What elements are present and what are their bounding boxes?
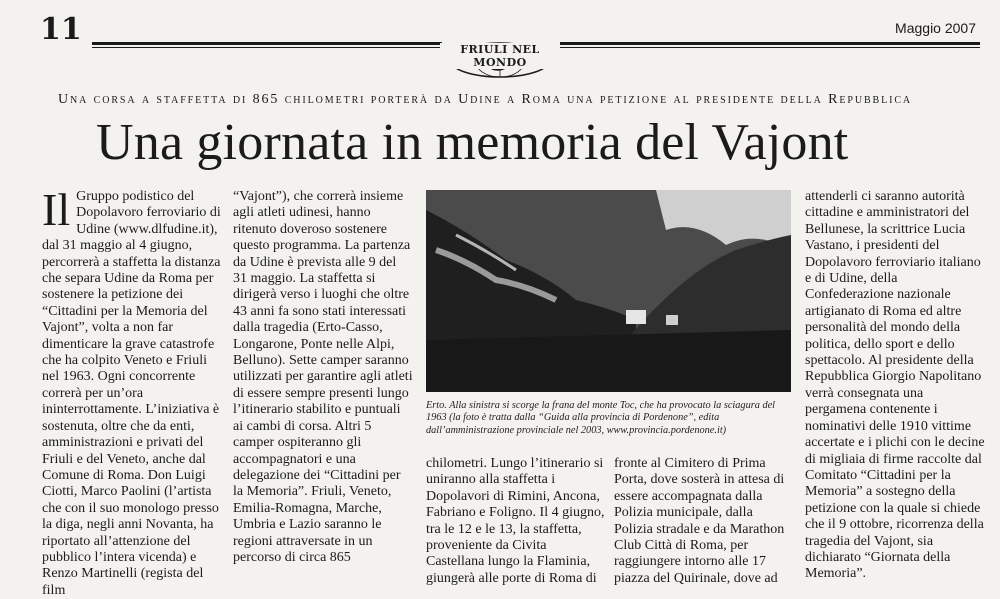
header-rule-left-thin [92,47,442,48]
page-number: 11 [40,12,82,47]
header-rule-right [560,42,980,45]
article-column-1 [42,184,222,599]
column-5-text: attenderli ci saranno autorità cittadine e amministratori del Bellunese, la scrittrice Lucia Vastano, i presidenti del Dopolavoro ferroviario italiano e di Udine, della Confederazione nazionale artigianato di Roma ed altre personalità del mondo della politica, dello sport e dello spettacolo. Al presidente della Repubblica Giorgio Napolitano verrà consegnata una pergamena contenente i nominativi delle 1910 vittime accertate e i plichi con le decine di migliaia di firme raccolte dal Comitato “Cittadini per la Memoria” a sostegno della petizione con la quale si chiede che il 9 ottobre, ricorrenza della tragedia del Vajont, sia dichiarato “Giornata della Memoria”. [805,189,985,582]
article-column-2 [233,189,413,566]
column-1-text: Gruppo podistico del Dopolavoro ferroviario di Udine (www.dlfudine.it), dal 31 maggio al 4 giugno, percorrerà a staffetta la distanza che separa Udine da Roma per sostenere la petizione dei “Cittadini per la Memoria del Vajont”, volta a non far dimenticare la grave catastrofe che ha colpito Veneto e Friuli nel 1963. Ogni concorrente correrà per un’ora ininterrottamente. L’iniziativa è sostenuta, oltre che da enti, amministrazioni e privati del Friuli e del Veneto, anche dal Comune di Roma. Don Luigi Ciotti, Marco Paolini (l’artista che con il suo monologo presso la diga, negli anni Novanta, ha riportato all’attenzione del pubblico l’intera vicenda) e Renzo Martinelli (regista del film [42,189,221,598]
drop-cap: Il [42,184,71,235]
column-4-text: fronte al Cimitero di Prima Porta, dove sosterà in attesa di essere accompagnata dalla Polizia municipale, dalla Polizia stradale e da Marathon Club Città di Roma, per raggiungere intorno alle 17 piazza del Quirinale, dove ad [614,456,785,586]
masthead-logo [440,38,560,78]
masthead-title: FRIULI NEL MONDO [440,43,560,69]
header-rule-right-thin [560,47,980,48]
article-headline: Una giornata in memoria del Vajont [96,114,849,171]
article-column-3 [426,456,606,587]
photo-caption: Erto. Alla sinistra si scorge la frana del monte Toc, che ha provocato la sciagura del 1963 (la foto è tratta dalla “Guida alla provincia di Pordenone”, edita dall’amministrazione provinciale nel 2003, www.provincia.pordenone.it) [426,400,776,436]
vajont-photo [426,190,791,392]
article-kicker: Una corsa a staffetta di 865 chilometri porterà da Udine a Roma una petizione al presidente della Repubblica [58,92,913,107]
article-column-4 [614,456,794,587]
column-3-text: chilometri. Lungo l’itinerario si uniranno alla staffetta i Dopolavori di Rimini, Ancona, Fabriano e Foligno. Il 4 giugno, tra le 12 e le 13, la staffetta, proveniente da Civita Castellana lungo la Flaminia, giungerà alle porte di Roma di [426,456,605,586]
issue-date: Maggio 2007 [895,20,976,36]
article-column-5 [805,189,985,583]
header-rule-left [92,42,442,45]
column-2-text: “Vajont”), che correrà insieme agli atleti udinesi, hanno ritenuto doveroso sostenere questo programma. La partenza da Udine è prevista alle 9 del 31 maggio. La staffetta si dirigerà verso i luoghi che oltre 43 anni fa sono stati interessati dalla tragedia (Erto-Casso, Longarone, Ponte nelle Alpi, Belluno). Sette camper saranno utilizzati per garantire agli atleti di essere sempre presenti lungo l’itinerario stabilito e puntuali ai cambi di corsa. Altri 5 camper ospiteranno gli accompagnatori e una delegazione dei “Cittadini per la Memoria”. Friuli, Veneto, Emilia-Romagna, Marche, Umbria e Lazio saranno le regioni attraversate in un percorso di circa 865 [233,189,413,565]
